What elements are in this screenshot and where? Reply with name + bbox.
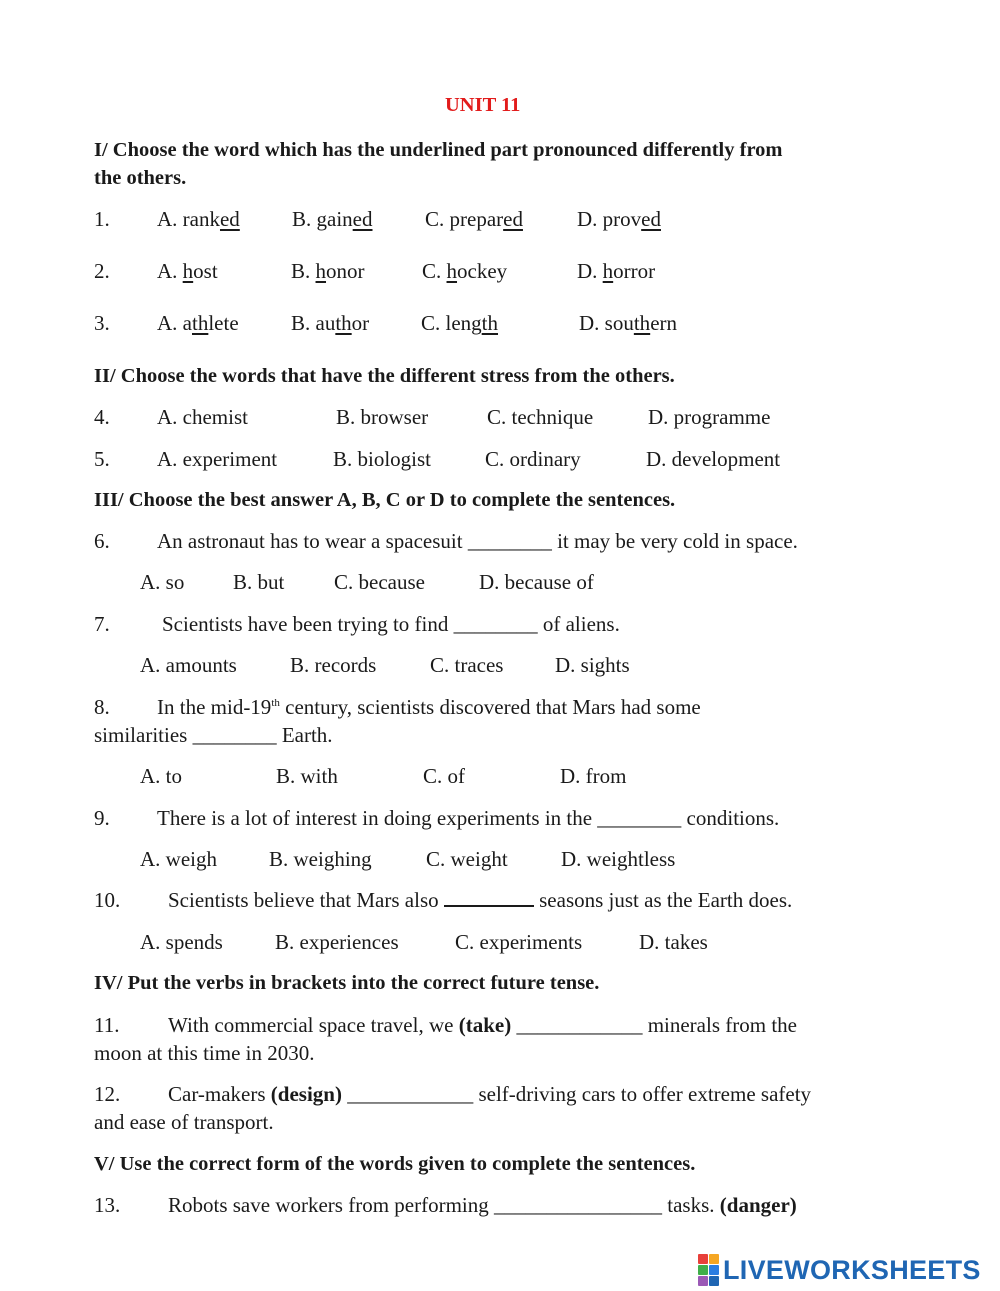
section-5-heading: V/ Use the correct form of the words given to complete the sentences. — [94, 1153, 696, 1175]
logo-text: LIVEWORKSHEETS — [723, 1254, 981, 1285]
q6-option-d[interactable]: D. because of — [479, 570, 594, 594]
q11-question-line2: moon at this time in 2030. — [94, 1041, 315, 1065]
q5-option-a[interactable]: A. experiment — [157, 447, 278, 471]
logo-mark-icon — [698, 1254, 719, 1286]
q6-option-c[interactable]: C. because — [334, 570, 425, 594]
q8-option-c[interactable]: C. of — [423, 764, 465, 788]
q6-number: 6. — [94, 529, 110, 553]
q7-option-b[interactable]: B. records — [290, 653, 377, 677]
q7-option-c[interactable]: C. traces — [430, 653, 504, 677]
q5-option-b[interactable]: B. biologist — [333, 447, 432, 471]
q6-question: An astronaut has to wear a spacesuit ________ it may be very cold in space. — [157, 529, 798, 553]
q11-number: 11. — [94, 1013, 120, 1037]
q6-option-b[interactable]: B. but — [233, 570, 285, 594]
q4-number: 4. — [94, 405, 110, 429]
q5-option-d[interactable]: D. development — [646, 447, 781, 471]
section-1-heading-line2: the others. — [94, 167, 187, 189]
q6-option-a[interactable]: A. so — [140, 570, 185, 594]
q8-number: 8. — [94, 695, 110, 719]
q10-option-b[interactable]: B. experiences — [275, 930, 399, 954]
q1-option-b[interactable]: B. gained — [292, 207, 373, 231]
section-1-heading-line1: I/ Choose the word which has the underlined part pronounced differently from — [94, 139, 783, 161]
q10-option-d[interactable]: D. takes — [639, 930, 708, 954]
q8-option-a[interactable]: A. to — [140, 764, 182, 788]
q7-option-d[interactable]: D. sights — [555, 653, 630, 677]
q1-option-a[interactable]: A. ranked — [157, 207, 240, 231]
q3-option-d[interactable]: D. southern — [579, 311, 678, 335]
q2-option-a[interactable]: A. host — [157, 259, 218, 283]
q5-option-c[interactable]: C. ordinary — [485, 447, 581, 471]
q4-option-d[interactable]: D. programme — [648, 405, 771, 429]
q2-option-c[interactable]: C. hockey — [422, 259, 508, 283]
q2-option-b[interactable]: B. honor — [291, 259, 365, 283]
q7-number: 7. — [94, 612, 110, 636]
q3-option-b[interactable]: B. author — [291, 311, 370, 335]
q1-option-c[interactable]: C. prepared — [425, 207, 523, 231]
page-title: UNIT 11 — [445, 94, 521, 116]
q9-option-d[interactable]: D. weightless — [561, 847, 676, 871]
section-3-heading: III/ Choose the best answer A, B, C or D to complete the sentences. — [94, 489, 676, 511]
section-4-heading: IV/ Put the verbs in brackets into the correct future tense. — [94, 972, 600, 994]
q5-number: 5. — [94, 447, 110, 471]
q9-number: 9. — [94, 806, 110, 830]
q10-blank[interactable] — [444, 887, 534, 907]
q8-question-line2: similarities ________ Earth. — [94, 723, 333, 747]
q12-number: 12. — [94, 1082, 121, 1106]
q10-number: 10. — [94, 888, 121, 912]
q4-option-a[interactable]: A. chemist — [157, 405, 248, 429]
q12-question-line2: and ease of transport. — [94, 1110, 274, 1134]
q9-option-a[interactable]: A. weigh — [140, 847, 217, 871]
q9-option-c[interactable]: C. weight — [426, 847, 508, 871]
q3-option-c[interactable]: C. length — [421, 311, 499, 335]
q11-question-line1: With commercial space travel, we (take) ____________ minerals from the — [168, 1013, 797, 1037]
q7-option-a[interactable]: A. amounts — [140, 653, 237, 677]
q3-option-a[interactable]: A. athlete — [157, 311, 239, 335]
section-2-heading: II/ Choose the words that have the different stress from the others. — [94, 365, 675, 387]
q10-option-c[interactable]: C. experiments — [455, 930, 583, 954]
q8-question-line1: In the mid-19th century, scientists discovered that Mars had some — [157, 695, 701, 719]
q10-option-a[interactable]: A. spends — [140, 930, 223, 954]
q13-number: 13. — [94, 1193, 121, 1217]
q12-question-line1: Car-makers (design) ____________ self-driving cars to offer extreme safety — [168, 1082, 812, 1106]
q8-option-d[interactable]: D. from — [560, 764, 627, 788]
q9-option-b[interactable]: B. weighing — [269, 847, 372, 871]
q4-option-c[interactable]: C. technique — [487, 405, 594, 429]
q2-option-d[interactable]: D. horror — [577, 259, 656, 283]
q8-option-b[interactable]: B. with — [276, 764, 338, 788]
liveworksheets-logo — [698, 1255, 981, 1285]
q4-option-b[interactable]: B. browser — [336, 405, 429, 429]
q1-option-d[interactable]: D. proved — [577, 207, 661, 231]
q10-question: Scientists believe that Mars also seasons just as the Earth does. — [168, 888, 793, 912]
q9-question: There is a lot of interest in doing experiments in the ________ conditions. — [157, 806, 780, 830]
q3-number: 3. — [94, 311, 110, 335]
q2-number: 2. — [94, 259, 110, 283]
q1-number: 1. — [94, 207, 110, 231]
q7-question: Scientists have been trying to find ________ of aliens. — [162, 612, 620, 636]
q13-question: Robots save workers from performing ________________ tasks. (danger) — [168, 1193, 797, 1217]
